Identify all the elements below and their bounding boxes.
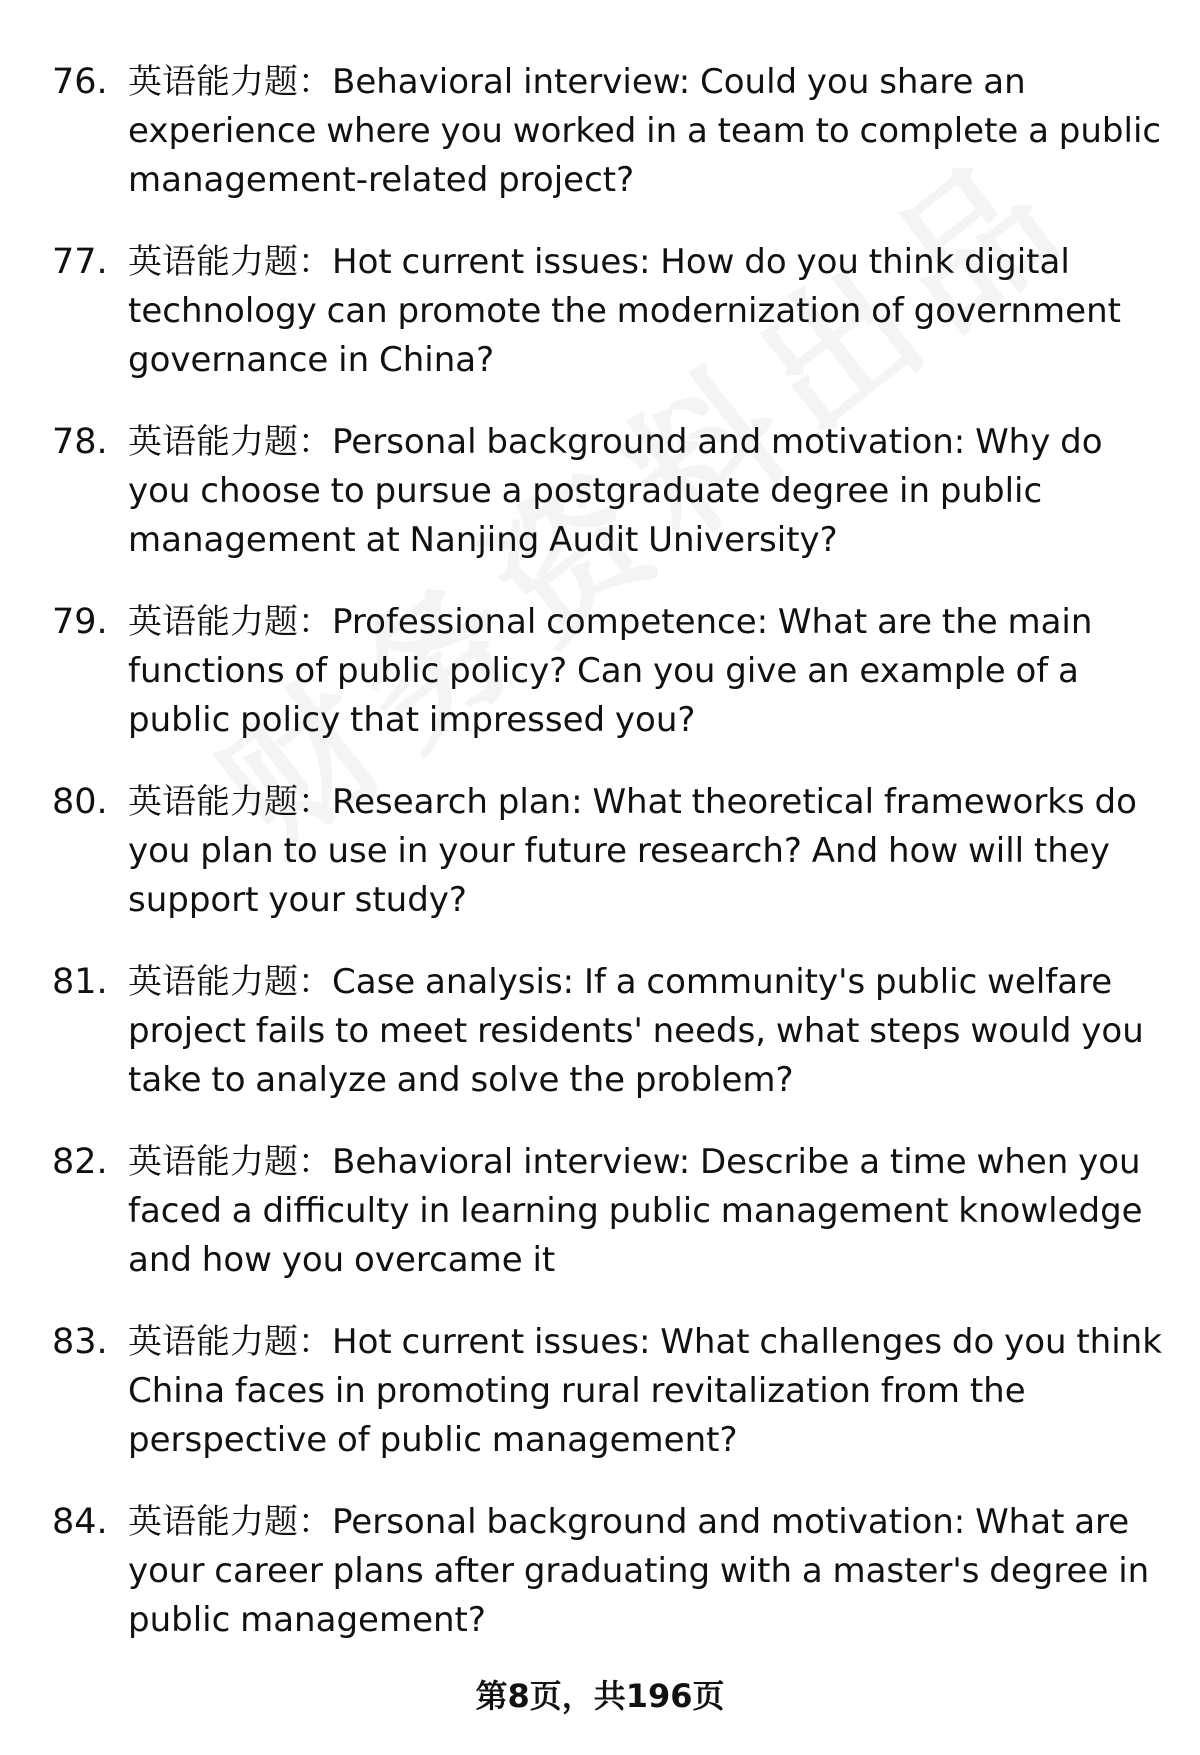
question-category: 英语能力题： (128, 422, 332, 462)
question-number: 80. (52, 782, 108, 822)
question-item (52, 1138, 1162, 1318)
question-category: 英语能力题： (128, 1502, 332, 1542)
question-text: Personal background and motivation: What are your career plans after graduating with a master's degree in public management? (128, 1502, 1150, 1640)
page-footer: 第8页，共196页 (475, 1677, 725, 1715)
question-item (52, 1498, 1162, 1678)
question-text: Hot current issues: How do you think digital technology can promote the modernization of government governance in China? (128, 242, 1121, 380)
question-body (128, 778, 1162, 925)
question-text: Research plan: What theoretical frameworks do you plan to use in your future research? And how will they support your study? (128, 782, 1137, 920)
question-body (128, 1318, 1162, 1465)
question-text: Personal background and motivation: Why do you choose to pursue a postgraduate degree in public management at Nanjing Audit University? (128, 422, 1103, 560)
question-number: 77. (52, 242, 108, 282)
question-body (128, 1138, 1162, 1285)
question-category: 英语能力题： (128, 1322, 332, 1362)
question-number: 76. (52, 62, 108, 102)
question-category: 英语能力题： (128, 242, 332, 282)
question-text: Behavioral interview: Could you share an experience where you worked in a team to complete a public management-related project? (128, 62, 1162, 200)
question-body (128, 58, 1162, 205)
question-number: 79. (52, 602, 108, 642)
question-category: 英语能力题： (128, 1142, 332, 1182)
question-item (52, 958, 1162, 1138)
question-item (52, 238, 1162, 418)
question-item (52, 58, 1162, 238)
question-text: Behavioral interview: Describe a time when you faced a difficulty in learning public management knowledge and how you overcame it (128, 1142, 1143, 1280)
question-number: 82. (52, 1142, 108, 1182)
question-item (52, 598, 1162, 778)
question-body (128, 238, 1162, 385)
question-text: Professional competence: What are the main functions of public policy? Can you give an example of a public policy that impressed you? (128, 602, 1093, 740)
question-list (52, 58, 1162, 1678)
question-item (52, 778, 1162, 958)
question-category: 英语能力题： (128, 782, 332, 822)
question-category: 英语能力题： (128, 962, 332, 1002)
question-number: 81. (52, 962, 108, 1002)
question-body (128, 1498, 1162, 1645)
question-number: 84. (52, 1502, 108, 1542)
question-number: 78. (52, 422, 108, 462)
question-item (52, 1318, 1162, 1498)
question-text: Case analysis: If a community's public welfare project fails to meet residents' needs, what steps would you take to analyze and solve the problem? (128, 962, 1144, 1100)
question-body (128, 958, 1162, 1105)
question-category: 英语能力题： (128, 62, 332, 102)
question-text: Hot current issues: What challenges do you think China faces in promoting rural revitalization from the perspective of public management? (128, 1322, 1162, 1460)
question-body (128, 598, 1162, 745)
question-item (52, 418, 1162, 598)
question-category: 英语能力题： (128, 602, 332, 642)
question-number: 83. (52, 1322, 108, 1362)
question-body (128, 418, 1162, 565)
